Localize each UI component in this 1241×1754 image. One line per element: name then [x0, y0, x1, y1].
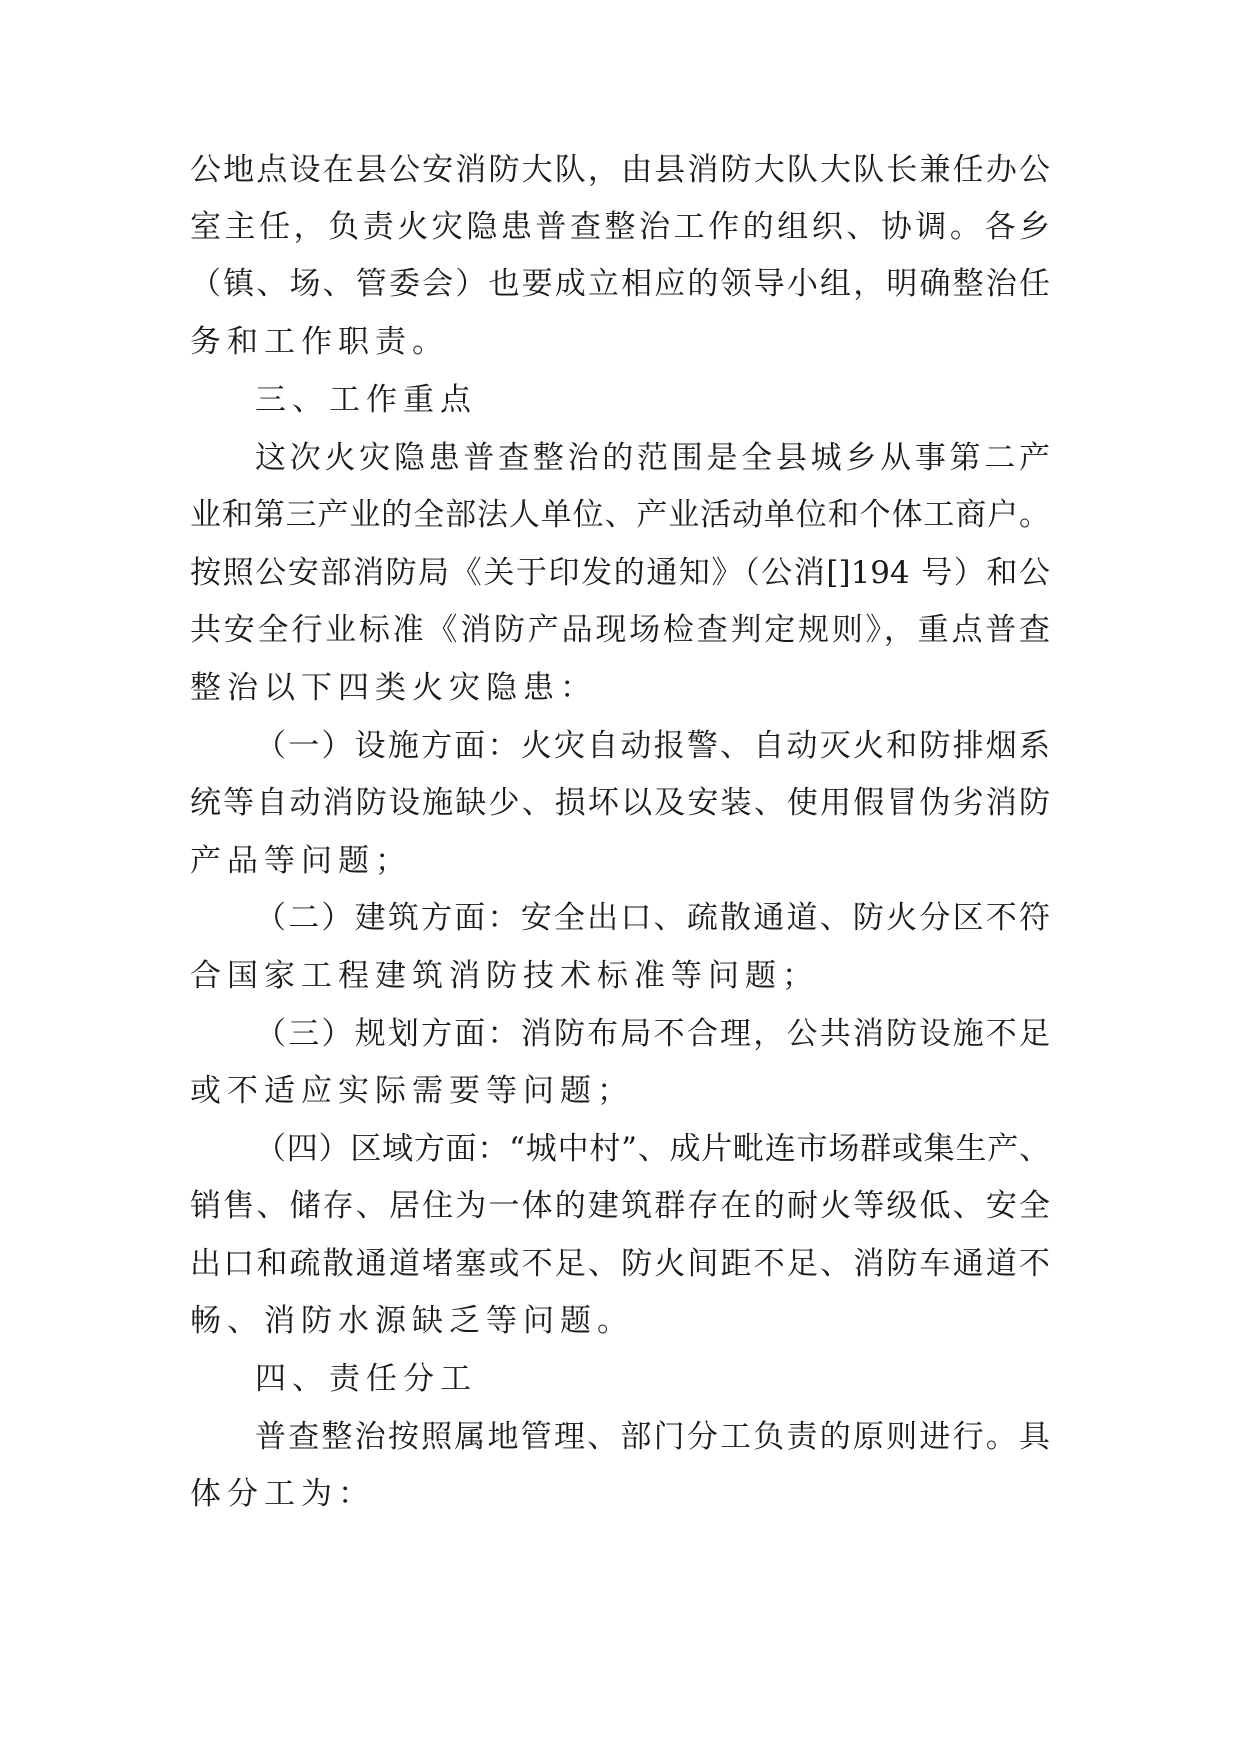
list-item-line: 统等自动消防设施缺少、损坏以及安装、使用假冒伪劣消防 — [190, 785, 1050, 821]
list-item-line: （二）建筑方面：安全出口、疏散通道、防火分区不符 — [255, 900, 1050, 936]
paragraph-line: 按照公安部消防局《关于印发的通知》（公消[]194 号）和公 — [190, 555, 1050, 591]
list-item-line: （四）区域方面：“城中村”、成片毗连市场群或集生产、 — [255, 1131, 1050, 1167]
paragraph-line: 普查整治按照属地管理、部门分工负责的原则进行。具 — [255, 1419, 1050, 1455]
list-item-line: （一）设施方面：火灾自动报警、自动灭火和防排烟系 — [255, 728, 1050, 764]
paragraph-line: 业和第三产业的全部法人单位、产业活动单位和个体工商户。 — [190, 497, 1050, 533]
paragraph-line: 共安全行业标准《消防产品现场检查判定规则》，重点普查 — [190, 612, 1050, 648]
section-heading: 四、责任分工 — [255, 1361, 477, 1397]
list-item-line: 畅、消防水源缺乏等问题。 — [190, 1303, 634, 1339]
paragraph-line: 室主任，负责火灾隐患普查整治工作的组织、协调。各乡 — [190, 209, 1050, 245]
list-item-line: 或不适应实际需要等问题； — [190, 1073, 634, 1109]
section-heading: 三、工作重点 — [255, 382, 477, 418]
list-item-line: 销售、储存、居住为一体的建筑群存在的耐火等级低、安全 — [190, 1188, 1050, 1224]
paragraph-line: 体分工为： — [190, 1476, 375, 1512]
list-item-line: 合国家工程建筑消防技术标准等问题； — [190, 958, 819, 994]
paragraph-line: 这次火灾隐患普查整治的范围是全县城乡从事第二产 — [255, 440, 1050, 476]
paragraph-line: 公地点设在县公安消防大队，由县消防大队大队长兼任办公 — [190, 152, 1050, 188]
list-item-line: 出口和疏散通道堵塞或不足、防火间距不足、消防车通道不 — [190, 1246, 1050, 1282]
list-item-line: （三）规划方面：消防布局不合理，公共消防设施不足 — [255, 1016, 1050, 1052]
paragraph-line: 整治以下四类火灾隐患： — [190, 670, 597, 706]
list-item-line: 产品等问题； — [190, 843, 412, 879]
paragraph-line: （镇、场、管委会）也要成立相应的领导小组，明确整治任 — [190, 266, 1050, 302]
paragraph-line: 务和工作职责。 — [190, 324, 449, 360]
